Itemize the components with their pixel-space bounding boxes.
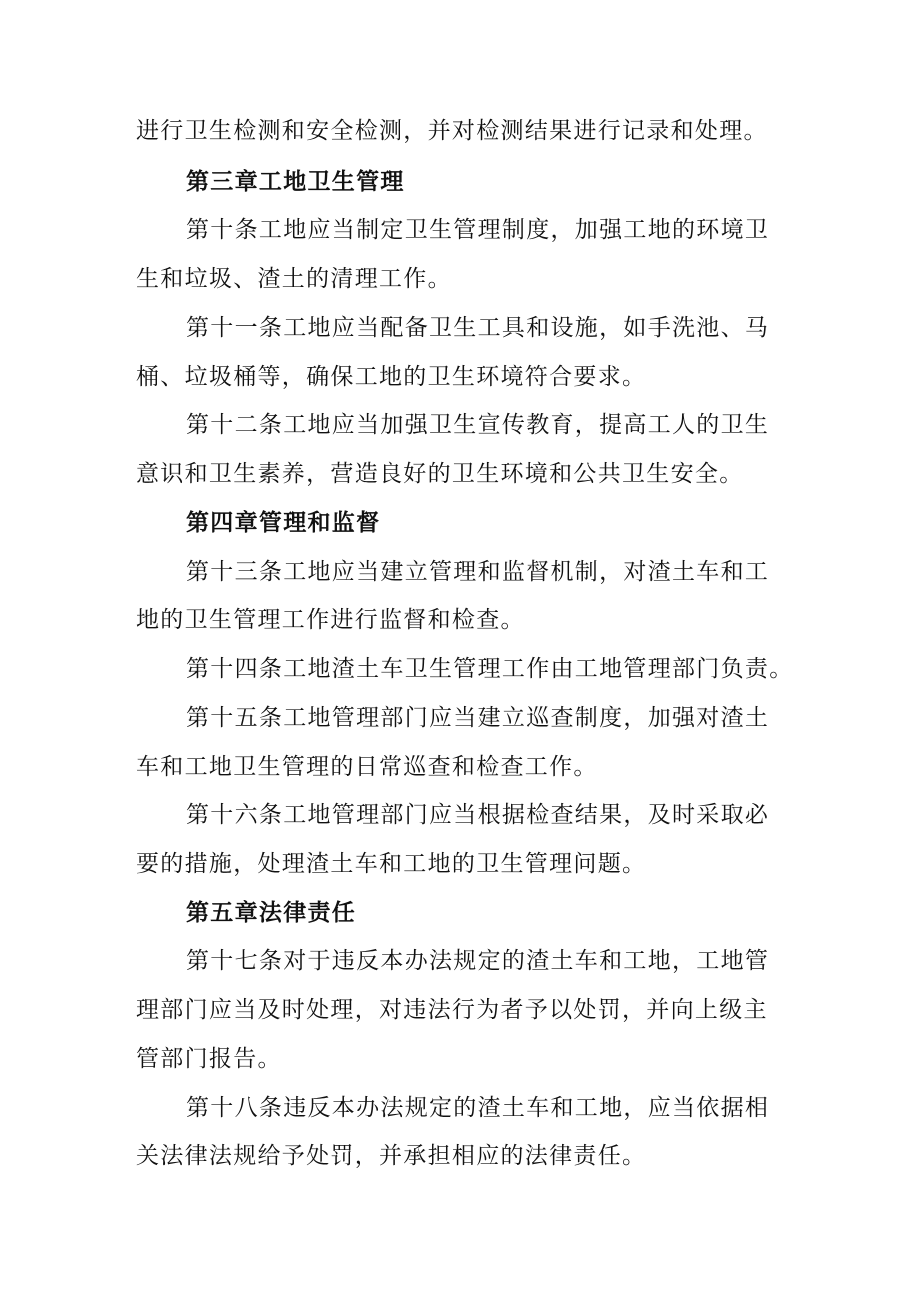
chapter-5-heading: 第五章法律责任 bbox=[186, 899, 357, 926]
article-15-text: 第十五条工地管理部门应当建立巡查制度，加强对渣土 bbox=[186, 705, 770, 731]
body-text-line: 进行卫生检测和安全检测，并对检测结果进行记录和处理。 bbox=[136, 118, 768, 144]
article-16-text: 第十六条工地管理部门应当根据检查结果，及时采取必 bbox=[186, 802, 770, 828]
article-11-text-cont: 桶、垃圾桶等，确保工地的卫生环境符合要求。 bbox=[136, 364, 647, 390]
article-17-text: 第十七条对于违反本办法规定的渣土车和工地，工地管 bbox=[186, 948, 770, 974]
article-13-text: 第十三条工地应当建立管理和监督机制，对渣土车和工 bbox=[186, 559, 770, 585]
article-15-text-cont: 车和工地卫生管理的日常巡查和检查工作。 bbox=[136, 754, 598, 780]
article-17-text-cont: 理部门应当及时处理，对违法行为者予以处罚，并向上级主 bbox=[136, 997, 768, 1023]
article-10-text-cont: 生和垃圾、渣土的清理工作。 bbox=[136, 266, 452, 292]
article-10-text: 第十条工地应当制定卫生管理制度，加强工地的环境卫 bbox=[186, 217, 770, 243]
article-12-text-cont: 意识和卫生素养，营造良好的卫生环境和公共卫生安全。 bbox=[136, 461, 744, 487]
article-18-text-cont: 关法律法规给予处罚，并承担相应的法律责任。 bbox=[136, 1143, 647, 1169]
chapter-3-heading: 第三章工地卫生管理 bbox=[186, 168, 405, 195]
article-16-text-cont: 要的措施，处理渣土车和工地的卫生管理问题。 bbox=[136, 851, 647, 877]
article-12-text: 第十二条工地应当加强卫生宣传教育，提高工人的卫生 bbox=[186, 412, 770, 438]
article-13-text-cont: 地的卫生管理工作进行监督和检查。 bbox=[136, 607, 525, 633]
article-14-text: 第十四条工地渣土车卫生管理工作由工地管理部门负责。 bbox=[186, 656, 794, 682]
article-18-text: 第十八条违反本办法规定的渣土车和工地，应当依据相 bbox=[186, 1095, 770, 1121]
chapter-4-heading: 第四章管理和监督 bbox=[186, 509, 381, 536]
article-11-text: 第十一条工地应当配备卫生工具和设施，如手洗池、马 bbox=[186, 315, 770, 341]
article-17-text-cont-2: 管部门报告。 bbox=[136, 1046, 282, 1072]
